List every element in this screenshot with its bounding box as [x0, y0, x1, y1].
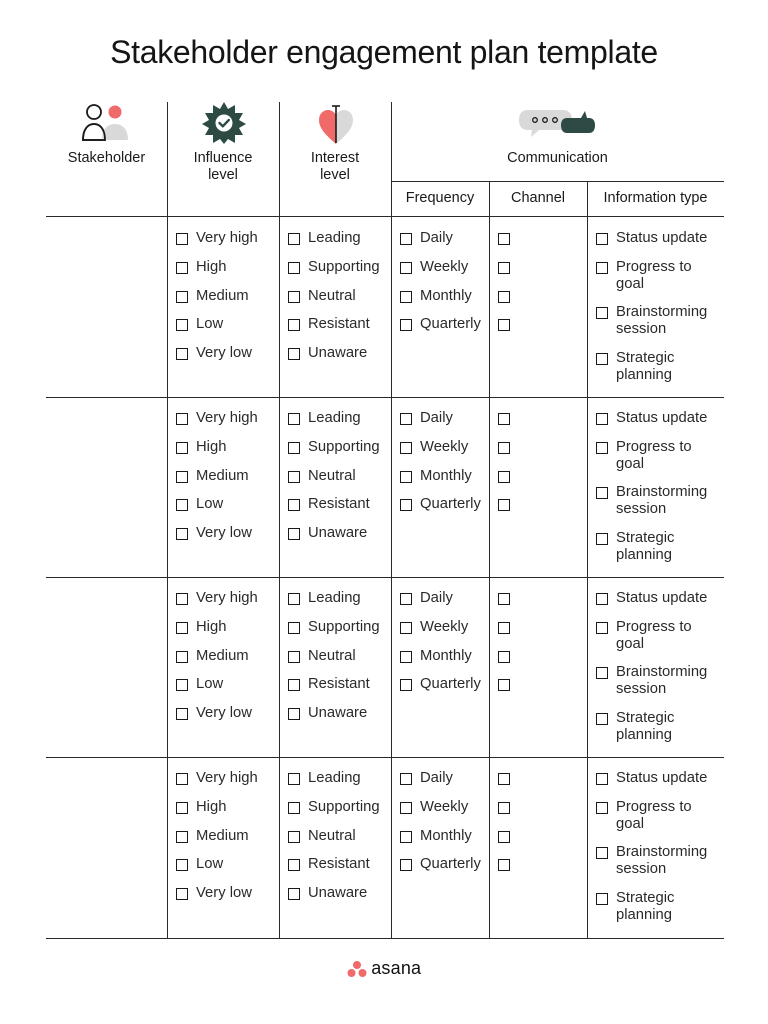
interest-checkbox[interactable]: [288, 348, 300, 360]
influence-checkbox[interactable]: [176, 859, 188, 871]
channel-checkbox[interactable]: [498, 291, 510, 303]
interest-checkbox[interactable]: [288, 471, 300, 483]
asana-wordmark: asana: [371, 958, 422, 978]
frequency-option-label: Monthly: [420, 647, 472, 664]
interest-option-label: Neutral: [308, 647, 356, 664]
channel-checkbox[interactable]: [498, 859, 510, 871]
col-divider: [391, 102, 392, 939]
interest-checkbox[interactable]: [288, 708, 300, 720]
interest-option-label: Leading: [308, 770, 361, 786]
information-type-label-cont: session: [616, 681, 667, 697]
influence-checkbox[interactable]: [176, 651, 188, 663]
channel-checkbox[interactable]: [498, 622, 510, 634]
frequency-option-label: Daily: [420, 770, 453, 786]
frequency-checkbox[interactable]: [400, 442, 412, 454]
table-bottom-line: [46, 938, 724, 939]
influence-option-label: Very high: [196, 590, 258, 606]
interest-header: [279, 150, 391, 184]
interest-option-label: Unaware: [308, 885, 368, 902]
information-type-label: Strategic: [616, 710, 675, 726]
frequency-checkbox[interactable]: [400, 622, 412, 634]
frequency-checkbox[interactable]: [400, 859, 412, 871]
row-divider: [46, 577, 724, 578]
influence-checkbox[interactable]: [176, 622, 188, 634]
information-type-label: Status update: [616, 590, 708, 606]
information-type-checkbox[interactable]: [596, 353, 608, 365]
footer-logo: [0, 958, 768, 979]
information-type-label: Brainstorming: [616, 304, 708, 320]
communication-subheader-line: [391, 181, 724, 182]
information-type-checkbox[interactable]: [596, 593, 608, 605]
interest-option-label: Leading: [308, 590, 361, 606]
influence-checkbox[interactable]: [176, 802, 188, 814]
channel-checkbox[interactable]: [498, 499, 510, 511]
influence-option-label: Low: [196, 316, 224, 333]
interest-option-label: Resistant: [308, 676, 370, 693]
frequency-checkbox[interactable]: [400, 291, 412, 303]
interest-checkbox[interactable]: [288, 233, 300, 245]
influence-header-line2: level: [208, 167, 238, 183]
information-type-label-cont: session: [616, 501, 667, 517]
interest-option-label: Unaware: [308, 525, 368, 542]
frequency-option-label: Weekly: [420, 618, 469, 635]
channel-checkbox[interactable]: [498, 233, 510, 245]
col-divider: [279, 102, 280, 939]
information-type-label: Progress to: [616, 439, 692, 455]
influence-option-label: Medium: [196, 467, 249, 484]
influence-option-label: High: [196, 258, 227, 275]
influence-option-label: Low: [196, 496, 224, 513]
frequency-option-label: Daily: [420, 230, 453, 246]
influence-option-label: High: [196, 798, 227, 815]
influence-checkbox[interactable]: [176, 831, 188, 843]
information-type-checkbox[interactable]: [596, 802, 608, 814]
influence-header-line1: Influence: [193, 150, 253, 166]
interest-checkbox[interactable]: [288, 802, 300, 814]
channel-checkbox[interactable]: [498, 679, 510, 691]
information-type-label-cont: goal: [616, 816, 644, 832]
information-type-label-cont: planning: [616, 907, 672, 923]
frequency-option-label: Quarterly: [420, 676, 481, 693]
interest-checkbox[interactable]: [288, 651, 300, 663]
frequency-option-label: Monthly: [420, 827, 472, 844]
channel-checkbox[interactable]: [498, 471, 510, 483]
interest-option-label: Resistant: [308, 856, 370, 873]
information-type-checkbox[interactable]: [596, 622, 608, 634]
influence-option-label: Very low: [196, 345, 252, 362]
interest-option-label: Unaware: [308, 345, 368, 362]
row-divider: [46, 397, 724, 398]
information-type-checkbox[interactable]: [596, 262, 608, 274]
interest-option-label: Supporting: [308, 438, 380, 455]
interest-option-label: Leading: [308, 410, 361, 426]
frequency-option-label: Weekly: [420, 258, 469, 275]
information-type-checkbox[interactable]: [596, 413, 608, 425]
interest-checkbox[interactable]: [288, 773, 300, 785]
frequency-header: Frequency: [405, 190, 475, 206]
influence-checkbox[interactable]: [176, 319, 188, 331]
information-type-label-cont: session: [616, 321, 667, 337]
interest-checkbox[interactable]: [288, 888, 300, 900]
influence-option-label: Medium: [196, 287, 249, 304]
influence-checkbox[interactable]: [176, 413, 188, 425]
influence-checkbox[interactable]: [176, 708, 188, 720]
interest-option-label: Neutral: [308, 827, 356, 844]
interest-checkbox[interactable]: [288, 319, 300, 331]
frequency-checkbox[interactable]: [400, 499, 412, 511]
influence-option-label: Medium: [196, 647, 249, 664]
header-bottom-line: [46, 216, 724, 217]
influence-option-label: High: [196, 438, 227, 455]
frequency-option-label: Weekly: [420, 438, 469, 455]
information-type-checkbox[interactable]: [596, 893, 608, 905]
interest-option-label: Unaware: [308, 705, 368, 722]
information-type-label: Progress to: [616, 619, 692, 635]
frequency-checkbox[interactable]: [400, 319, 412, 331]
interest-option-label: Leading: [308, 230, 361, 246]
information-type-label: Strategic: [616, 350, 675, 366]
interest-option-label: Resistant: [308, 316, 370, 333]
channel-checkbox[interactable]: [498, 593, 510, 605]
information-type-label: Brainstorming: [616, 844, 708, 860]
information-type-label-cont: goal: [616, 276, 644, 292]
information-type-label: Status update: [616, 230, 708, 246]
information-type-label: Progress to: [616, 259, 692, 275]
person-group-icon: [80, 102, 130, 142]
interest-checkbox[interactable]: [288, 622, 300, 634]
frequency-option-label: Quarterly: [420, 316, 481, 333]
influence-checkbox[interactable]: [176, 262, 188, 274]
frequency-checkbox[interactable]: [400, 593, 412, 605]
channel-checkbox[interactable]: [498, 773, 510, 785]
information-type-label: Strategic: [616, 530, 675, 546]
interest-option-label: Neutral: [308, 467, 356, 484]
interest-checkbox[interactable]: [288, 291, 300, 303]
influence-option-label: Medium: [196, 827, 249, 844]
frequency-option-label: Quarterly: [420, 856, 481, 873]
frequency-option-label: Daily: [420, 410, 453, 426]
information-type-label-cont: planning: [616, 727, 672, 743]
information-type-label-cont: planning: [616, 367, 672, 383]
information-type-label: Status update: [616, 770, 708, 786]
heart-pin-icon: [317, 103, 355, 145]
influence-checkbox[interactable]: [176, 233, 188, 245]
frequency-checkbox[interactable]: [400, 262, 412, 274]
frequency-checkbox[interactable]: [400, 233, 412, 245]
interest-checkbox[interactable]: [288, 499, 300, 511]
influence-checkbox[interactable]: [176, 499, 188, 511]
channel-checkbox[interactable]: [498, 262, 510, 274]
influence-checkbox[interactable]: [176, 291, 188, 303]
frequency-option-label: Monthly: [420, 287, 472, 304]
information-type-label-cont: goal: [616, 636, 644, 652]
chat-bubbles-icon: [519, 108, 597, 138]
influence-option-label: Very low: [196, 705, 252, 722]
information-type-checkbox[interactable]: [596, 307, 608, 319]
interest-checkbox[interactable]: [288, 831, 300, 843]
frequency-checkbox[interactable]: [400, 413, 412, 425]
interest-option-label: Supporting: [308, 258, 380, 275]
interest-header-line1: Interest: [310, 150, 360, 166]
channel-checkbox[interactable]: [498, 831, 510, 843]
frequency-checkbox[interactable]: [400, 802, 412, 814]
interest-header-line2: level: [320, 167, 350, 183]
interest-checkbox[interactable]: [288, 593, 300, 605]
information-type-checkbox[interactable]: [596, 487, 608, 499]
frequency-checkbox[interactable]: [400, 679, 412, 691]
information-type-checkbox[interactable]: [596, 667, 608, 679]
col-divider: [167, 102, 168, 939]
information-type-checkbox[interactable]: [596, 713, 608, 725]
influence-option-label: Very low: [196, 885, 252, 902]
influence-option-label: Low: [196, 856, 224, 873]
channel-checkbox[interactable]: [498, 802, 510, 814]
interest-option-label: Supporting: [308, 798, 380, 815]
channel-checkbox[interactable]: [498, 413, 510, 425]
influence-checkbox[interactable]: [176, 773, 188, 785]
interest-checkbox[interactable]: [288, 679, 300, 691]
influence-checkbox[interactable]: [176, 348, 188, 360]
information-type-checkbox[interactable]: [596, 847, 608, 859]
influence-checkbox[interactable]: [176, 471, 188, 483]
communication-header: Communication: [507, 150, 608, 166]
frequency-checkbox[interactable]: [400, 773, 412, 785]
frequency-checkbox[interactable]: [400, 831, 412, 843]
information-type-label: Status update: [616, 410, 708, 426]
interest-option-label: Neutral: [308, 287, 356, 304]
information-type-checkbox[interactable]: [596, 533, 608, 545]
information-type-label-cont: goal: [616, 456, 644, 472]
influence-option-label: Very high: [196, 230, 258, 246]
influence-checkbox[interactable]: [176, 593, 188, 605]
frequency-option-label: Daily: [420, 590, 453, 606]
interest-checkbox[interactable]: [288, 528, 300, 540]
influence-checkbox[interactable]: [176, 888, 188, 900]
asana-logo-icon: [347, 960, 367, 978]
channel-checkbox[interactable]: [498, 319, 510, 331]
information-type-checkbox[interactable]: [596, 233, 608, 245]
information-type-label: Brainstorming: [616, 664, 708, 680]
information-type-checkbox[interactable]: [596, 773, 608, 785]
frequency-option-label: Quarterly: [420, 496, 481, 513]
frequency-checkbox[interactable]: [400, 471, 412, 483]
influence-option-label: Very high: [196, 770, 258, 786]
interest-checkbox[interactable]: [288, 442, 300, 454]
influence-option-label: Low: [196, 676, 224, 693]
information-type-header: Information type: [603, 190, 708, 206]
interest-checkbox[interactable]: [288, 413, 300, 425]
interest-checkbox[interactable]: [288, 262, 300, 274]
stakeholder-header: Stakeholder: [67, 150, 146, 166]
influence-header: [167, 150, 279, 184]
information-type-label-cont: planning: [616, 547, 672, 563]
interest-option-label: Supporting: [308, 618, 380, 635]
influence-checkbox[interactable]: [176, 679, 188, 691]
page-title: Stakeholder engagement plan template: [110, 34, 658, 70]
frequency-checkbox[interactable]: [400, 651, 412, 663]
influence-option-label: Very low: [196, 525, 252, 542]
col-divider: [587, 181, 588, 939]
frequency-option-label: Monthly: [420, 467, 472, 484]
channel-checkbox[interactable]: [498, 442, 510, 454]
col-divider: [489, 181, 490, 939]
influence-option-label: High: [196, 618, 227, 635]
influence-checkbox[interactable]: [176, 442, 188, 454]
information-type-label: Progress to: [616, 799, 692, 815]
information-type-label: Brainstorming: [616, 484, 708, 500]
influence-checkbox[interactable]: [176, 528, 188, 540]
channel-checkbox[interactable]: [498, 651, 510, 663]
interest-option-label: Resistant: [308, 496, 370, 513]
information-type-label: Strategic: [616, 890, 675, 906]
frequency-option-label: Weekly: [420, 798, 469, 815]
information-type-label-cont: session: [616, 861, 667, 877]
badge-check-icon: [202, 102, 246, 144]
channel-header: Channel: [510, 190, 565, 206]
influence-option-label: Very high: [196, 410, 258, 426]
row-divider: [46, 757, 724, 758]
information-type-checkbox[interactable]: [596, 442, 608, 454]
interest-checkbox[interactable]: [288, 859, 300, 871]
